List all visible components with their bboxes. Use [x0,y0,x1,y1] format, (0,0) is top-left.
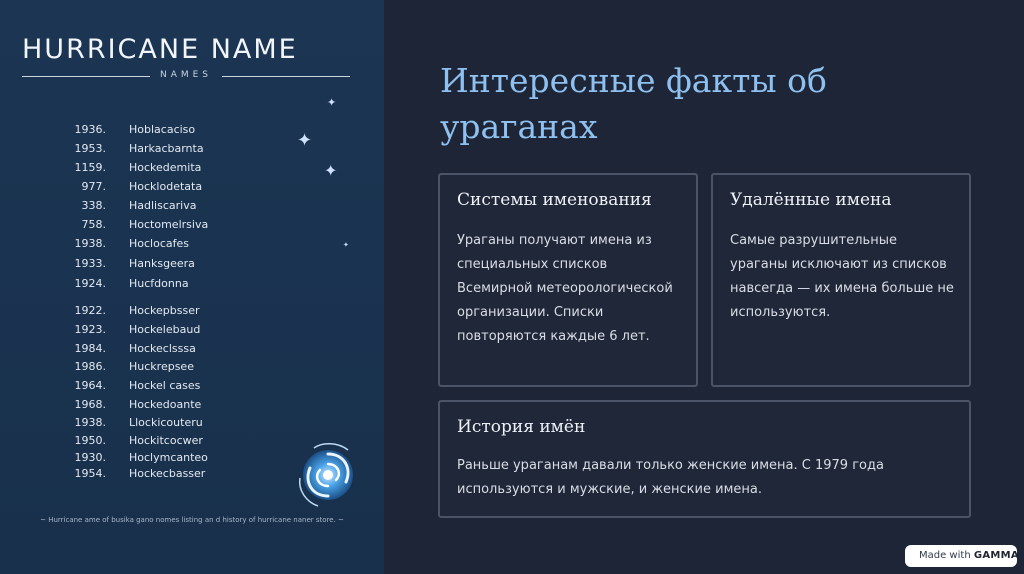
list-name: Hoclocafes [129,237,189,250]
poster-subtitle: NAMES [159,70,213,80]
list-year: 338. [81,199,106,212]
divider [222,76,350,77]
list-item [0,304,384,322]
list-year: 1968. [74,398,106,411]
badge-brand: GAMMA [973,550,1019,561]
list-item [0,323,384,341]
list-name: Hockeclsssa [129,342,196,355]
list-name: Hoclymcanteo [129,451,208,464]
list-item [0,218,384,236]
list-name: Hockepbsser [129,304,200,317]
card-text: Самые разрушительные ураганы исключают из списков навсегда — их имена больше не используются. [730,233,954,320]
list-year: 1954. [74,467,106,480]
card-title: Удалённые имена [730,190,892,210]
poster-caption: ~ Hurricane ame of busika gano nomes listing an d history of hurricane naner store. ~ [40,516,344,524]
list-year: 1923. [74,323,106,336]
list-year: 1964. [74,379,106,392]
list-year: 1159. [74,161,106,174]
list-name: Hadliscariva [129,199,197,212]
list-name: Hockel cases [129,379,201,392]
list-year: 1933. [74,257,106,270]
list-name: Huckrepsee [129,360,194,373]
card-text: Ураганы получают имена из специальных списков Всемирной метеорологической организации. Списки повторяются каждые 6 лет. [457,233,673,344]
sparkle-star-icon: ✦ [343,241,349,249]
list-year: 1984. [74,342,106,355]
list-item [0,277,384,295]
poster-subtitle-row [22,70,350,82]
poster-title: HURRICANE NAME [22,34,298,65]
list-item [0,342,384,360]
list-item [0,398,384,416]
hurricane-swirl-icon [292,438,364,510]
list-name: Harkacbarnta [129,142,204,155]
list-name: Hockecbasser [129,467,206,480]
list-name: Hoctomelrsiva [129,218,209,231]
page-title: Интересные факты об ураганах [440,61,827,146]
list-name: Hocklodetata [129,180,203,193]
list-name: Llockicouteru [129,416,203,429]
list-year: 1950. [74,434,106,447]
list-item [0,199,384,217]
card-title: Системы именования [457,190,652,210]
sparkle-star-icon: ✦ [327,96,337,109]
list-item [0,237,384,255]
list-year: 1924. [74,277,106,290]
list-name: Hockitcocwer [129,434,203,447]
hurricane-names-poster [0,0,384,574]
list-item [0,379,384,397]
list-year: 1930. [74,451,106,464]
sparkle-star-icon: ✦ [324,161,338,180]
list-name: Hockedoante [129,398,202,411]
list-item [0,180,384,198]
list-item [0,257,384,275]
badge-prefix: Made with [919,550,971,561]
fact-card-name-history [438,400,971,518]
list-name: Hockedemita [129,161,202,174]
list-name: Hanksgeera [129,257,195,270]
list-year: 1938. [74,237,106,250]
list-name: Hoblacaciso [129,123,196,136]
fact-card-naming-systems [438,173,698,387]
list-year: 977. [81,180,106,193]
fact-card-retired-names [711,173,971,387]
made-with-gamma-badge[interactable] [905,545,1017,567]
list-year: 1953. [74,142,106,155]
card-title: История имён [457,417,586,437]
list-item [0,142,384,160]
list-name: Hockelebaud [129,323,201,336]
list-year: 1936. [74,123,106,136]
list-year: 1986. [74,360,106,373]
card-text: Раньше ураганам давали только женские имена. С 1979 года используются и мужские, и женские имена. [457,458,884,497]
list-item [0,416,384,434]
sparkle-star-icon: ✦ [297,130,313,151]
list-year: 1922. [74,304,106,317]
list-year: 758. [81,218,106,231]
list-year: 1938. [74,416,106,429]
list-item [0,123,384,141]
list-item [0,360,384,378]
list-name: Hucfdonna [129,277,189,290]
